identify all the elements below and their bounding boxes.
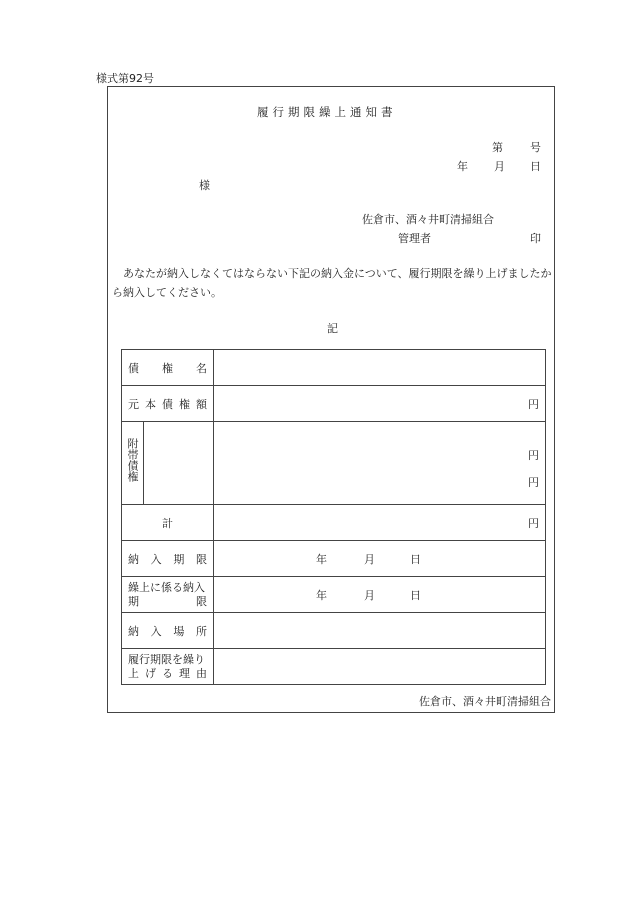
footer-issuer: 佐倉市、酒々井町清掃組合 bbox=[419, 695, 551, 708]
yen-unit: 円 bbox=[528, 449, 539, 462]
principal-amount-field[interactable] bbox=[214, 386, 546, 422]
table-row bbox=[122, 649, 546, 685]
payment-place-label: 納 入 場 所 bbox=[122, 613, 214, 649]
issuer-org: 佐倉市、酒々井町清掃組合 bbox=[362, 213, 494, 226]
addressee-suffix: 様 bbox=[199, 179, 210, 192]
total-label: 計 bbox=[122, 505, 214, 541]
date-month: 月 bbox=[494, 160, 505, 173]
ancillary-label: 附帯債権 bbox=[122, 422, 144, 505]
date-day: 日 bbox=[530, 160, 541, 173]
table-row bbox=[122, 577, 546, 613]
advanced-deadline-label: 繰上に係る納入 期 限 bbox=[122, 577, 214, 613]
ancillary-amount-field[interactable] bbox=[214, 422, 546, 505]
yen-unit: 円 bbox=[528, 516, 539, 530]
reason-label: 履行期限を繰り 上 げ る 理 由 bbox=[122, 649, 214, 685]
form-number: 様式第92号 bbox=[96, 72, 154, 85]
yen-unit: 円 bbox=[528, 397, 539, 411]
number-prefix: 第 bbox=[492, 141, 503, 154]
deadline-label: 納 入 期 限 bbox=[122, 541, 214, 577]
claim-name-label: 債 権 名 bbox=[122, 350, 214, 386]
table-row bbox=[122, 422, 546, 505]
date-year: 年 bbox=[457, 160, 468, 173]
claim-name-field[interactable] bbox=[214, 350, 546, 386]
notice-body: あなたが納入しなくてはならない下記の納入金について、履行期限を繰り上げましたから納入してください。 bbox=[112, 267, 552, 299]
payment-place-field[interactable] bbox=[214, 613, 546, 649]
yen-unit: 円 bbox=[528, 476, 539, 489]
table-row bbox=[122, 541, 546, 577]
table-row bbox=[122, 613, 546, 649]
ki-heading: 記 bbox=[327, 322, 338, 335]
issuer-title: 管理者 bbox=[398, 232, 431, 245]
table-row bbox=[122, 505, 546, 541]
deadline-date-field[interactable]: 年 月 日 bbox=[214, 541, 546, 577]
ancillary-detail-field[interactable] bbox=[144, 422, 214, 505]
seal-mark: 印 bbox=[530, 232, 541, 245]
table-row bbox=[122, 350, 546, 386]
advanced-deadline-date-field[interactable]: 年 月 日 bbox=[214, 577, 546, 613]
reason-field[interactable] bbox=[214, 649, 546, 685]
table-row bbox=[122, 386, 546, 422]
number-suffix: 号 bbox=[530, 141, 541, 154]
document-title: 履行期限繰上通知書 bbox=[257, 105, 397, 119]
principal-label: 元 本 債 権 額 bbox=[122, 386, 214, 422]
items-table bbox=[121, 349, 546, 685]
total-amount-field[interactable] bbox=[214, 505, 546, 541]
